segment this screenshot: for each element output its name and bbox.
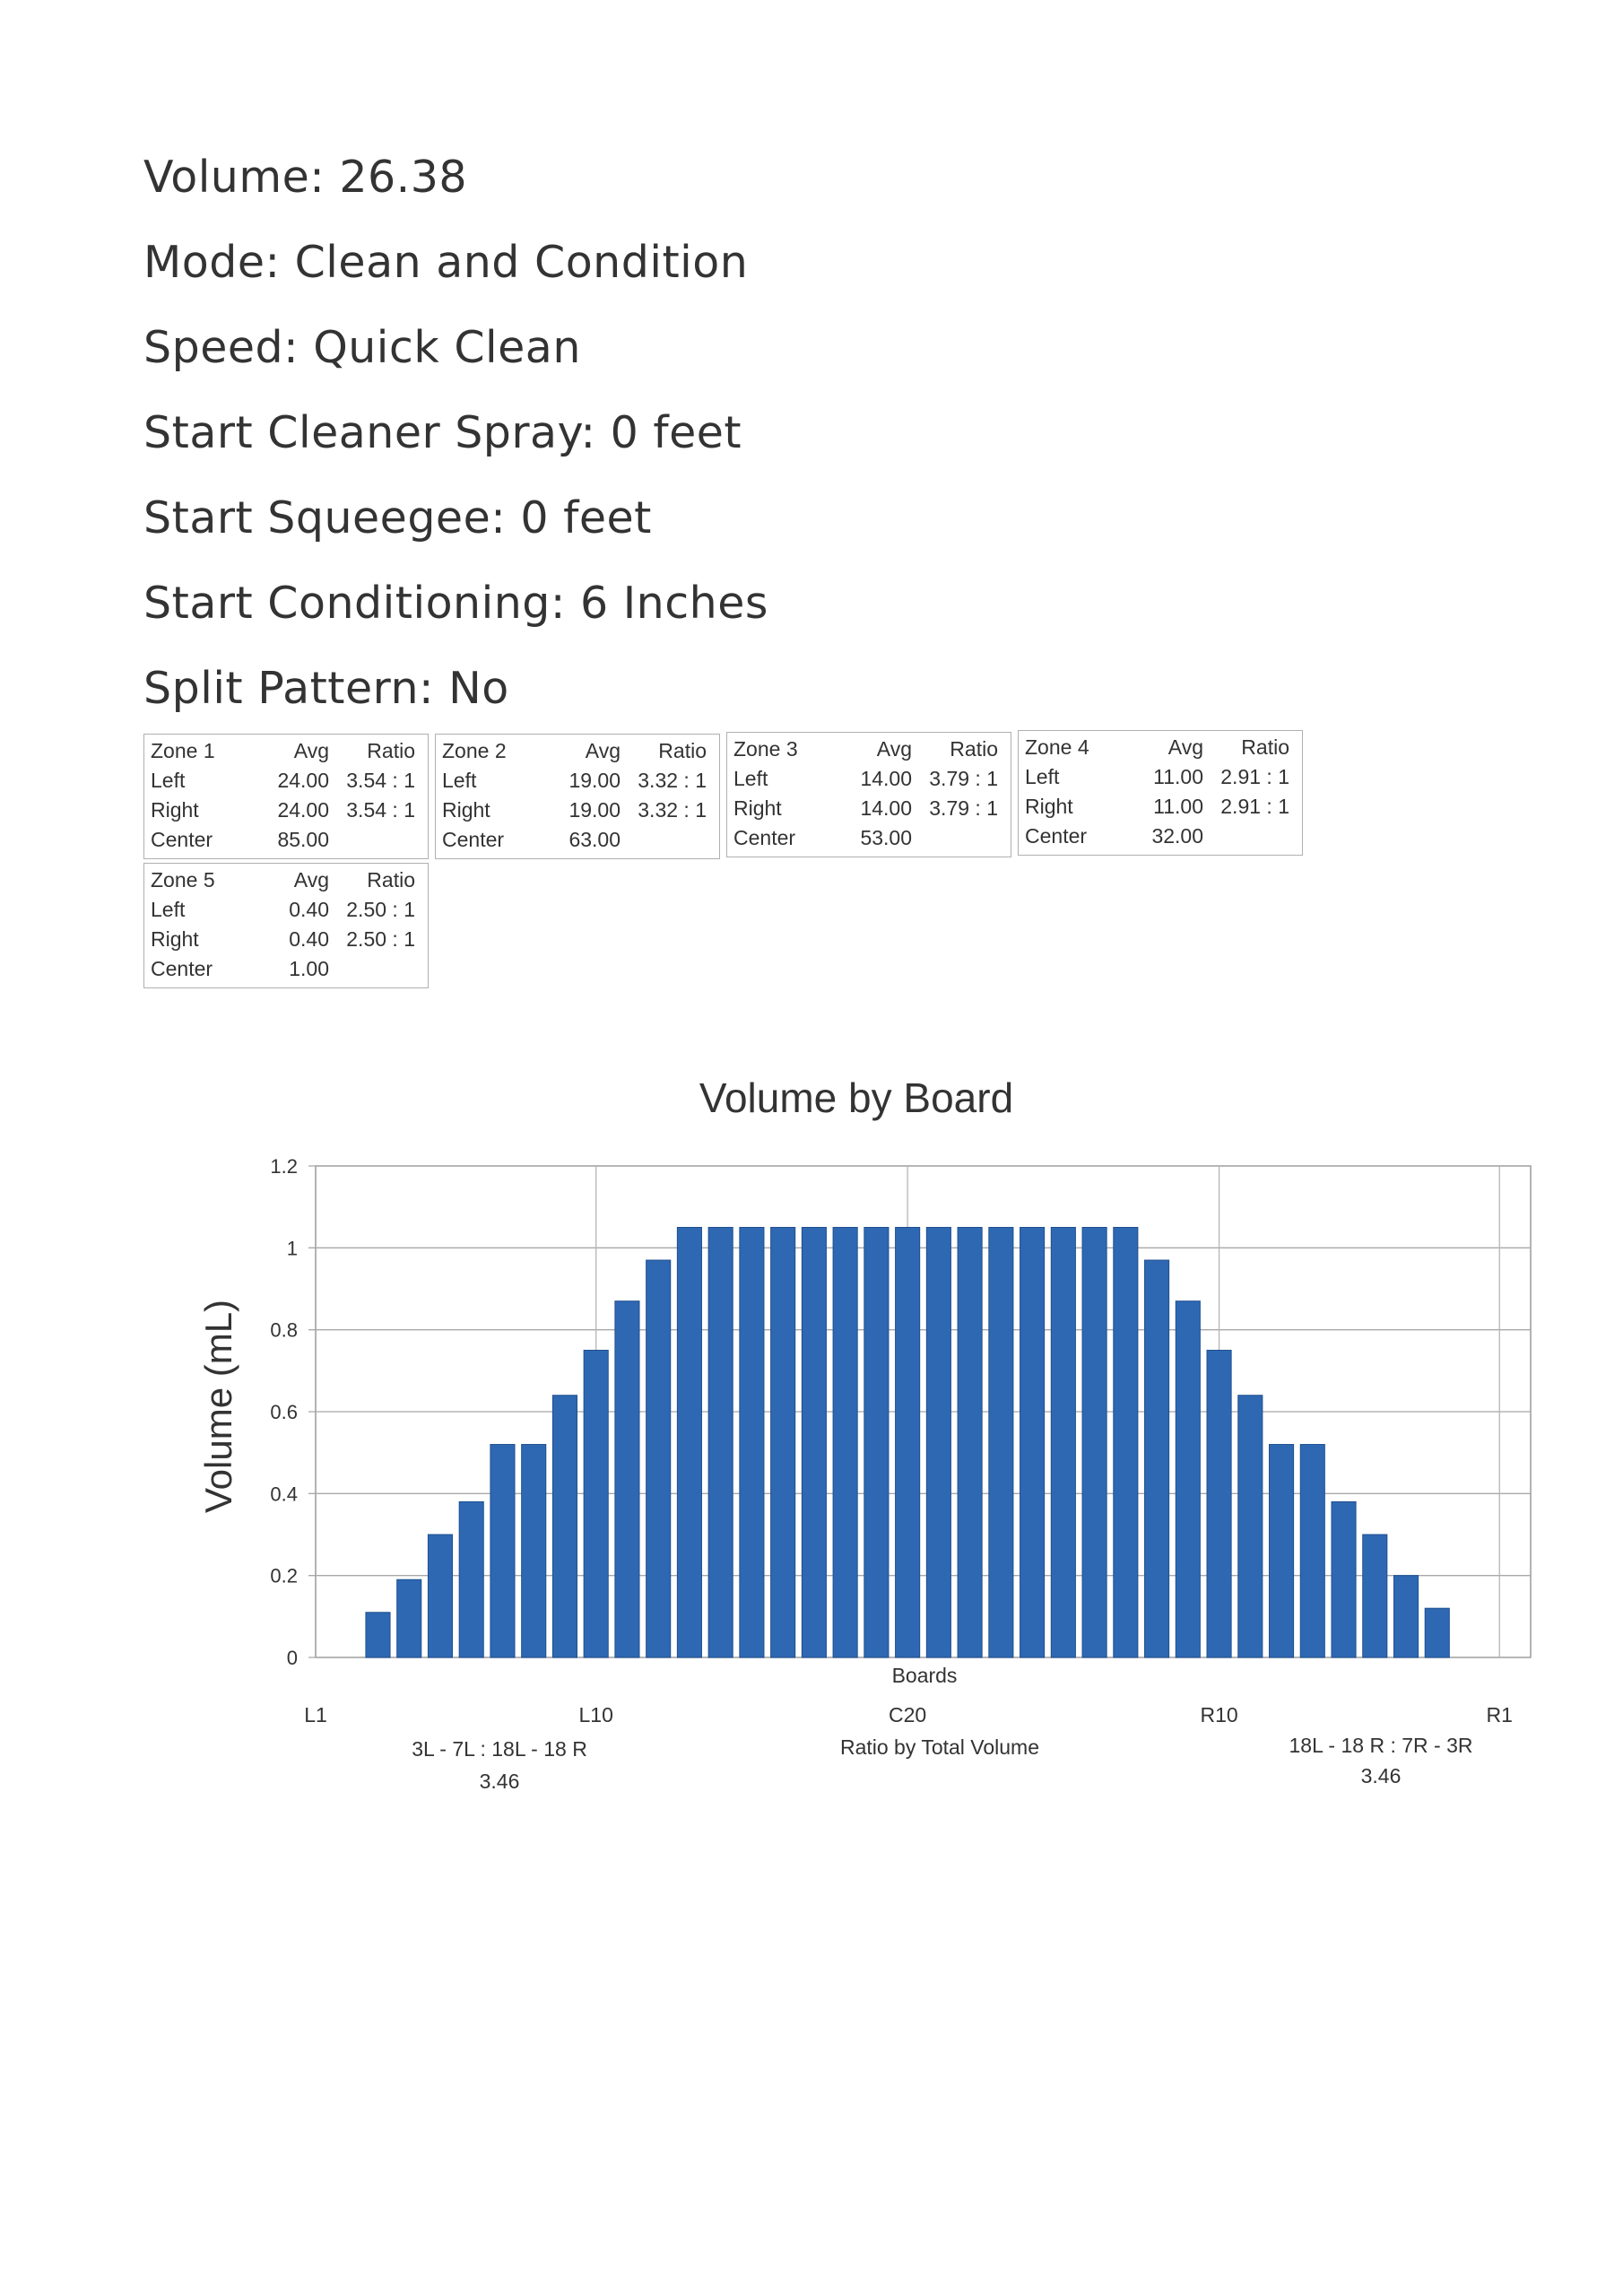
bar: [833, 1228, 857, 1658]
bar: [428, 1535, 452, 1657]
bar: [1270, 1445, 1294, 1657]
bar: [397, 1579, 421, 1657]
row-avg: 14.00: [860, 796, 912, 820]
bar: [1238, 1396, 1263, 1657]
bar: [615, 1301, 639, 1657]
speed-line: Speed: Quick Clean: [143, 322, 581, 373]
row-ratio: 2.91 : 1: [1220, 765, 1289, 788]
row-avg: 24.00: [277, 769, 329, 792]
bar: [366, 1613, 390, 1657]
row-label: Right: [733, 796, 782, 820]
row-label: Left: [1025, 765, 1060, 788]
ratio-header: Ratio: [1241, 735, 1289, 759]
row-avg: 32.00: [1151, 824, 1203, 848]
avg-header: Avg: [876, 737, 912, 761]
bar: [740, 1228, 764, 1658]
bar: [1114, 1228, 1138, 1658]
row-avg: 0.40: [289, 927, 329, 951]
center-ratio-label: Ratio by Total Volume: [839, 1735, 1040, 1759]
row-ratio: 3.54 : 1: [346, 798, 415, 822]
bar: [1425, 1608, 1449, 1657]
right-ratio-value: 3.46: [1360, 1764, 1402, 1787]
mode-line: Mode: Clean and Condition: [143, 237, 749, 288]
row-label: Left: [733, 767, 768, 790]
bar: [1051, 1228, 1075, 1658]
row-avg: 14.00: [860, 767, 912, 790]
row-label: Right: [1025, 795, 1073, 818]
row-label: Center: [733, 826, 796, 849]
row-ratio: 2.50 : 1: [346, 898, 415, 921]
bar: [896, 1228, 920, 1658]
x-tick-label: R1: [1486, 1703, 1513, 1726]
row-ratio: 2.50 : 1: [346, 927, 415, 951]
row-avg: 85.00: [277, 828, 329, 851]
bar: [647, 1260, 671, 1657]
bar: [1332, 1501, 1356, 1657]
y-tick-label: 1.2: [270, 1155, 298, 1178]
volume-line: Volume: 26.38: [143, 152, 468, 203]
bar: [926, 1228, 950, 1658]
row-label: Right: [151, 798, 199, 822]
y-tick-label: 0.6: [270, 1401, 298, 1423]
row-label: Left: [151, 898, 186, 921]
start-conditioning-line: Start Conditioning: 6 Inches: [143, 578, 768, 629]
x-tick-label: L10: [578, 1703, 613, 1726]
x-tick-label: R10: [1200, 1703, 1238, 1726]
zone-name: Zone 2: [442, 739, 507, 762]
x-tick-label: C20: [889, 1703, 927, 1726]
row-avg: 63.00: [568, 828, 621, 851]
row-ratio: 3.54 : 1: [346, 769, 415, 792]
row-avg: 53.00: [860, 826, 912, 849]
y-tick-label: 0.2: [270, 1564, 298, 1587]
row-label: Center: [442, 828, 505, 851]
bar: [771, 1228, 795, 1658]
row-label: Right: [151, 927, 199, 951]
row-avg: 11.00: [1153, 765, 1203, 788]
bar: [1363, 1535, 1387, 1657]
avg-header: Avg: [1167, 735, 1203, 759]
right-ratio-label: 18L - 18 R : 7R - 3R: [1289, 1734, 1473, 1757]
zone-name: Zone 4: [1025, 735, 1089, 759]
row-ratio: 3.79 : 1: [929, 767, 998, 790]
avg-header: Avg: [293, 739, 329, 762]
y-tick-label: 0: [286, 1647, 298, 1669]
left-ratio-label: 3L - 7L : 18L - 18 R: [412, 1737, 587, 1761]
bar: [1300, 1445, 1324, 1657]
y-tick-label: 0.4: [270, 1483, 298, 1506]
row-ratio: 3.79 : 1: [929, 796, 998, 820]
row-label: Center: [151, 828, 213, 851]
row-ratio: 2.91 : 1: [1220, 795, 1289, 818]
bar: [708, 1228, 733, 1658]
bar: [1176, 1301, 1200, 1657]
bar: [802, 1228, 826, 1658]
y-tick-label: 1: [286, 1237, 298, 1260]
split-pattern-line: Split Pattern: No: [143, 663, 509, 714]
row-label: Left: [442, 769, 477, 792]
row-label: Right: [442, 798, 490, 822]
bar: [1145, 1260, 1169, 1657]
ratio-header: Ratio: [658, 739, 707, 762]
avg-header: Avg: [293, 868, 329, 891]
ratio-header: Ratio: [367, 739, 415, 762]
y-axis-label: Volume (mL): [197, 1299, 239, 1514]
row-avg: 0.40: [289, 898, 329, 921]
bar: [1020, 1228, 1045, 1658]
row-ratio: 3.32 : 1: [638, 769, 707, 792]
row-avg: 19.00: [568, 769, 621, 792]
x-tick-label: L1: [304, 1703, 327, 1726]
start-squeegee-line: Start Squeegee: 0 feet: [143, 492, 652, 544]
avg-header: Avg: [585, 739, 621, 762]
row-avg: 19.00: [568, 798, 621, 822]
ratio-header: Ratio: [950, 737, 998, 761]
x-axis-label: Boards: [891, 1664, 958, 1687]
ratio-header: Ratio: [367, 868, 415, 891]
zone-name: Zone 1: [151, 739, 215, 762]
bar: [864, 1228, 889, 1658]
bar: [522, 1445, 546, 1657]
bar: [677, 1228, 701, 1658]
row-avg: 24.00: [277, 798, 329, 822]
bar: [958, 1228, 982, 1658]
row-ratio: 3.32 : 1: [638, 798, 707, 822]
zone-name: Zone 3: [733, 737, 798, 761]
zone-name: Zone 5: [151, 868, 215, 891]
bar: [1082, 1228, 1107, 1658]
bar: [989, 1228, 1013, 1658]
plot-area: [270, 1155, 1531, 1726]
row-avg: 1.00: [289, 957, 329, 980]
y-tick-label: 0.8: [270, 1318, 298, 1342]
bar: [459, 1501, 483, 1657]
row-label: Left: [151, 769, 186, 792]
left-ratio-value: 3.46: [479, 1770, 520, 1793]
bar: [584, 1351, 608, 1658]
row-label: Center: [1025, 824, 1088, 848]
bar: [490, 1445, 515, 1657]
bar: [1393, 1576, 1418, 1657]
chart-title: Volume by Board: [699, 1074, 1014, 1121]
start-cleaner-spray-line: Start Cleaner Spray: 0 feet: [143, 407, 742, 458]
bar: [1207, 1351, 1231, 1658]
row-label: Center: [151, 957, 213, 980]
row-avg: 11.00: [1153, 795, 1203, 818]
bar: [552, 1396, 577, 1657]
